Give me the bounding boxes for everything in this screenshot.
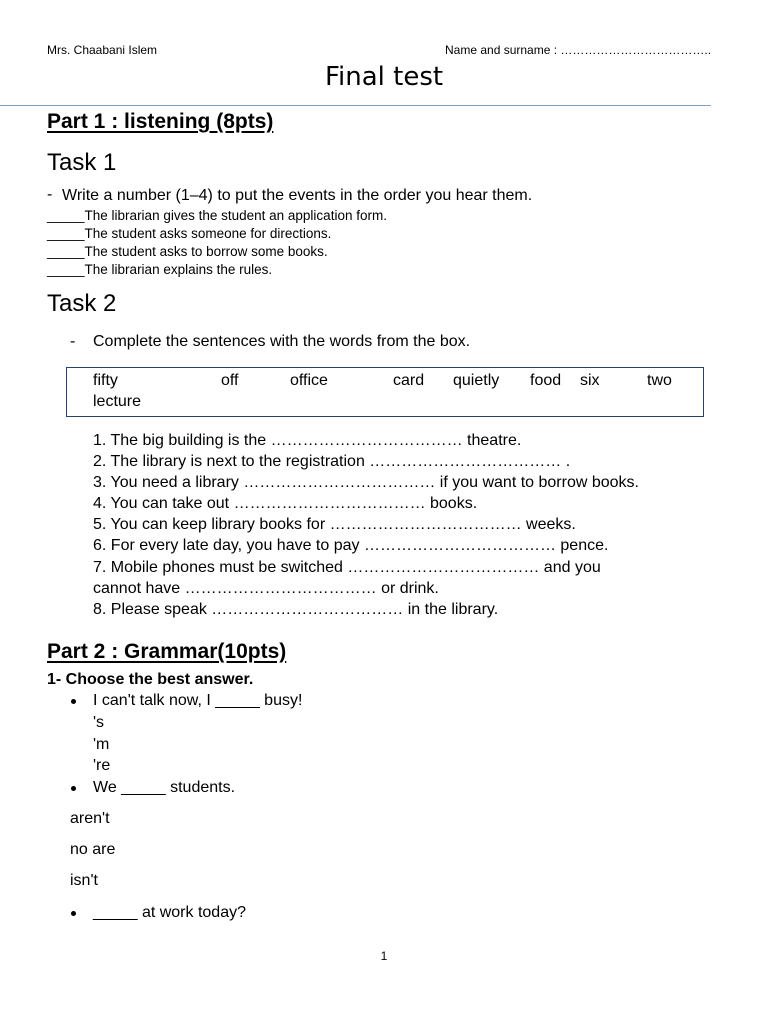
answer-option: 's — [93, 714, 105, 731]
bullet-icon — [71, 699, 76, 704]
answer-option: isn't — [70, 872, 98, 889]
task2-sentence: 3. You need a library ……………………………… if you want to borrow books. — [93, 474, 639, 491]
task1-item: _____The librarian gives the student an application form. — [47, 208, 387, 223]
word-box-word: off — [221, 372, 239, 389]
bullet-icon — [71, 786, 76, 791]
answer-option: 're — [93, 757, 111, 774]
task2-sentence: 7. Mobile phones must be switched ……………………………… and you — [93, 559, 601, 576]
answer-option: aren't — [70, 810, 110, 827]
answer-option: 'm — [93, 736, 110, 753]
word-box — [66, 367, 704, 417]
task2-sentence: 5. You can keep library books for ……………………………… weeks. — [93, 516, 576, 533]
task2-instruction: Complete the sentences with the words from the box. — [93, 333, 471, 350]
page-title: Final test — [324, 62, 444, 92]
page-number: 1 — [380, 949, 388, 963]
word-box-word: card — [393, 372, 425, 389]
word-box-word: quietly — [453, 372, 500, 389]
task2-sentence: cannot have ……………………………… or drink. — [93, 580, 439, 597]
teacher-name: Mrs. Chaabani Islem — [47, 43, 158, 57]
task1-instruction: Write a number (1–4) to put the events in the order you hear them. — [62, 187, 533, 204]
task2-heading: Task 2 — [47, 290, 117, 317]
part1-heading: Part 1 : listening (8pts) — [47, 110, 274, 133]
task1-dash: - — [47, 186, 53, 203]
question-text: We _____ students. — [93, 779, 236, 796]
name-surname-field: Name and surname : ……………………………….. — [445, 43, 712, 57]
bullet-icon — [71, 911, 76, 916]
word-box-word: fifty — [93, 372, 118, 389]
answer-option: no are — [70, 841, 116, 858]
task2-sentence: 4. You can take out ……………………………… books. — [93, 495, 478, 512]
question-text: _____ at work today? — [93, 904, 246, 921]
word-box-word: lecture — [93, 393, 142, 410]
task1-item: _____The student asks someone for directions. — [47, 226, 332, 241]
task1-item: _____The librarian explains the rules. — [47, 262, 273, 277]
part2-heading: Part 2 : Grammar(10pts) — [47, 640, 287, 663]
part2-subheading: 1- Choose the best answer. — [47, 671, 254, 688]
title-divider — [0, 105, 711, 106]
task2-dash: - — [70, 333, 76, 350]
question-text: I can't talk now, I _____ busy! — [93, 692, 303, 709]
task2-sentence: 6. For every late day, you have to pay ……………………………… pence. — [93, 537, 609, 554]
task2-sentence: 2. The library is next to the registration ……………………………… . — [93, 453, 571, 470]
word-box-word: office — [290, 372, 328, 389]
task2-sentence: 1. The big building is the ……………………………… theatre. — [93, 432, 522, 449]
task2-sentence: 8. Please speak ……………………………… in the library. — [93, 601, 499, 618]
word-box-word: food — [530, 372, 562, 389]
task1-heading: Task 1 — [47, 149, 117, 176]
word-box-word: two — [647, 372, 672, 389]
word-box-word: six — [580, 372, 600, 389]
task1-item: _____The student asks to borrow some books. — [47, 244, 328, 259]
